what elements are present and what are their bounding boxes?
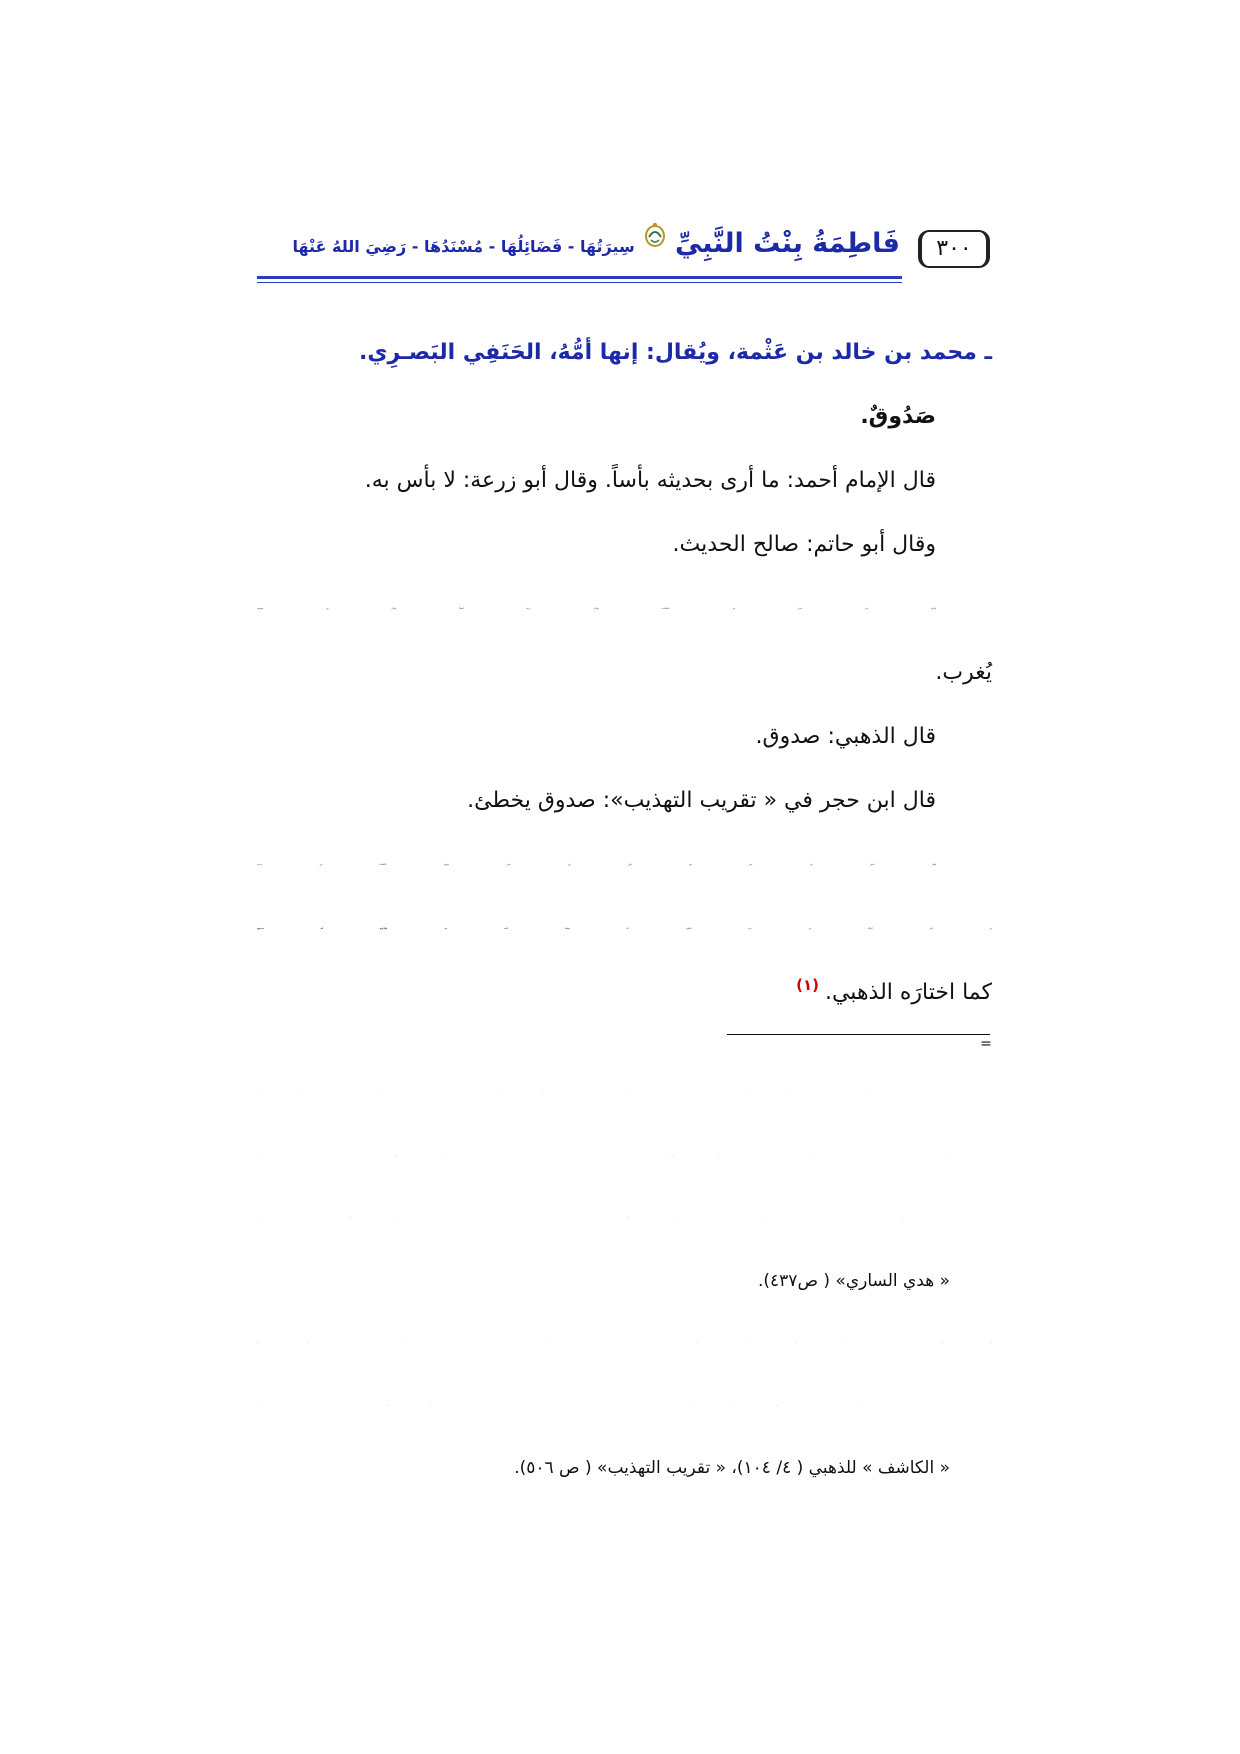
footnote-line bbox=[257, 1187, 992, 1250]
final-sentence: كما اختارَه الذهبي. bbox=[824, 980, 992, 1005]
running-header-title bbox=[292, 220, 900, 271]
preferred-verdict: والراجح أنه صـدوق bbox=[257, 928, 388, 930]
assessment-plain: هي التي أنزلتْهُ عن درجة الإتقان، لذا توسَّطَ الأئمة فيه، bbox=[443, 928, 992, 930]
quote-dhahabi: قال الذهبي: صدوق. bbox=[755, 724, 936, 749]
main-text bbox=[257, 321, 992, 1025]
text-line bbox=[257, 897, 992, 961]
salawat-ligature-icon bbox=[643, 220, 667, 248]
line-text bbox=[796, 971, 992, 1005]
footnote-line bbox=[257, 1250, 992, 1313]
text-line bbox=[257, 641, 992, 705]
text-line bbox=[257, 449, 992, 513]
quote-ibn-hibban: وذكره ابـن حبـان في «الثقـات» وقـال: ربـما أخطـأ. وقـال في موضـع: bbox=[257, 608, 936, 610]
header-title-main: فَاطِمَةُ بِنْتُ النَّبِيِّ bbox=[674, 228, 900, 259]
text-line bbox=[257, 705, 992, 769]
page-number: ٣٠٠ bbox=[918, 230, 990, 268]
narrator-name: ـ محمد بن خالد بن عَثْمة، ويُقال: إنها أمُّهُ، الحَنَفِي البَصـرِي. bbox=[359, 340, 992, 365]
assessment-line: ولعل اختيار ابن حجر مِن قولِ ابن حبان، ووجودُ الأخطـاء في حديثـه bbox=[257, 864, 936, 866]
footnote-line bbox=[257, 1437, 992, 1500]
header-title-subtitle: سِيرَتُهَا - فَضَائِلُهَا - مُسْنَدُهَا - رَضِيَ اللهُ عَنْهَا bbox=[292, 237, 635, 256]
text-line bbox=[257, 833, 992, 897]
grade-text: صَدُوقٌ. bbox=[860, 404, 936, 429]
footnote-ref-1: (١) bbox=[796, 976, 819, 994]
text-line bbox=[257, 769, 992, 833]
narrator-grade bbox=[257, 385, 992, 449]
footnote-line bbox=[257, 1062, 992, 1125]
footnotes bbox=[257, 1062, 992, 1500]
footnote-separator bbox=[727, 1034, 990, 1035]
footnote-line bbox=[257, 1125, 992, 1188]
quote-ibn-hajar: قال ابن حجر في « تقريب التهذيب»: صدوق يخطئ. bbox=[467, 788, 936, 813]
text-line bbox=[257, 961, 992, 1025]
quote-ahmad: قال الإمام أحمد: ما أرى بحديثه بأساً. وقال أبو زرعة: لا بأس به. bbox=[364, 468, 936, 493]
quote-ibn-hibban-cont: يُغرب. bbox=[935, 660, 992, 685]
footnote-text: « الكاشف » للذهبي ( ٤/ ١٠٤)، « تقريب التهذيب» ( ص ٥٠٦). bbox=[514, 1458, 950, 1478]
header-double-rule bbox=[257, 276, 902, 283]
narrator-entry-heading bbox=[257, 321, 992, 385]
footnote-text: « هدي الساري» ( ص٤٣٧). bbox=[757, 1270, 950, 1291]
footnote-1-first-line bbox=[257, 1312, 992, 1375]
footnote-continuation-mark: = bbox=[980, 1036, 992, 1052]
text-line bbox=[257, 577, 992, 641]
quote-abu-hatim: وقال أبو حاتم: صالح الحديث. bbox=[672, 532, 936, 557]
footnote-line bbox=[257, 1375, 992, 1438]
text-line bbox=[257, 513, 992, 577]
line-text bbox=[257, 928, 992, 930]
